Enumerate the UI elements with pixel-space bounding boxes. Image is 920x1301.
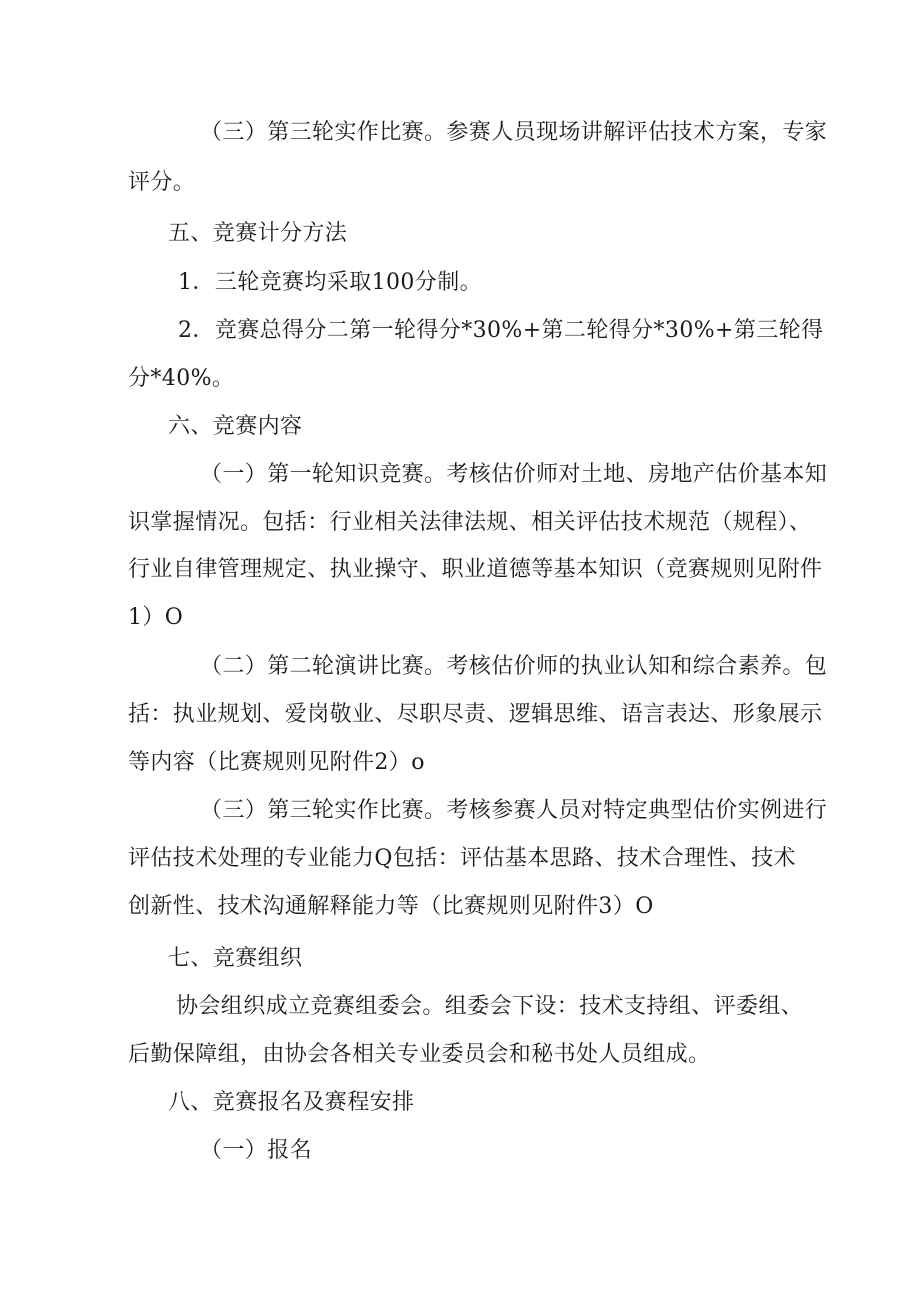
paragraph-line: 创新性、技术沟通解释能力等（比赛规则见附件3）O bbox=[128, 894, 654, 919]
paragraph-line: 识掌握情况。包括：行业相关法律法规、相关评估技术规范（规程）、 bbox=[128, 510, 812, 535]
section-heading: 八、竞赛报名及赛程安排 bbox=[168, 1090, 415, 1115]
paragraph-line: 等内容（比赛规则见附件2）o bbox=[128, 750, 425, 775]
section-heading: 六、竞赛内容 bbox=[168, 414, 303, 439]
section-heading: 五、竞赛计分方法 bbox=[168, 221, 348, 246]
paragraph-line: 后勤保障组，由协会各相关专业委员会和秘书处人员组成。 bbox=[128, 1042, 711, 1067]
paragraph-line: 1）O bbox=[128, 605, 184, 630]
paragraph-line: （三）第三轮实作比赛。考核参赛人员对特定典型估价实例进行 bbox=[200, 798, 828, 823]
section-heading: 七、竞赛组织 bbox=[168, 946, 303, 971]
list-item: 1．三轮竞赛均采取100分制。 bbox=[178, 270, 482, 295]
paragraph-line: （二）第二轮演讲比赛。考核估价师的执业认知和综合素养。包 bbox=[200, 654, 828, 679]
list-item-continuation: 分*40%。 bbox=[128, 366, 235, 391]
list-item: 2．竞赛总得分二第一轮得分*30%+第二轮得分*30%+第三轮得 bbox=[178, 318, 824, 343]
paragraph-line: （三）第三轮实作比赛。参赛人员现场讲解评估技术方案，专家 bbox=[200, 120, 828, 145]
paragraph-line: 评估技术处理的专业能力Q包括：评估基本思路、技术合理性、技术 bbox=[128, 846, 797, 871]
paragraph-line: （一）第一轮知识竞赛。考核估价师对土地、房地产估价基本知 bbox=[200, 462, 828, 487]
sub-heading: （一）报名 bbox=[200, 1138, 313, 1163]
paragraph-line: 评分。 bbox=[128, 170, 196, 195]
paragraph-line: 协会组织成立竞赛组委会。组委会下设：技术支持组、评委组、 bbox=[176, 994, 804, 1019]
paragraph-line: 括：执业规划、爱岗敬业、尽职尽责、逻辑思维、语言表达、形象展示 bbox=[128, 702, 823, 727]
paragraph-line: 行业自律管理规定、执业操守、职业道德等基本知识（竞赛规则见附件 bbox=[128, 557, 823, 582]
